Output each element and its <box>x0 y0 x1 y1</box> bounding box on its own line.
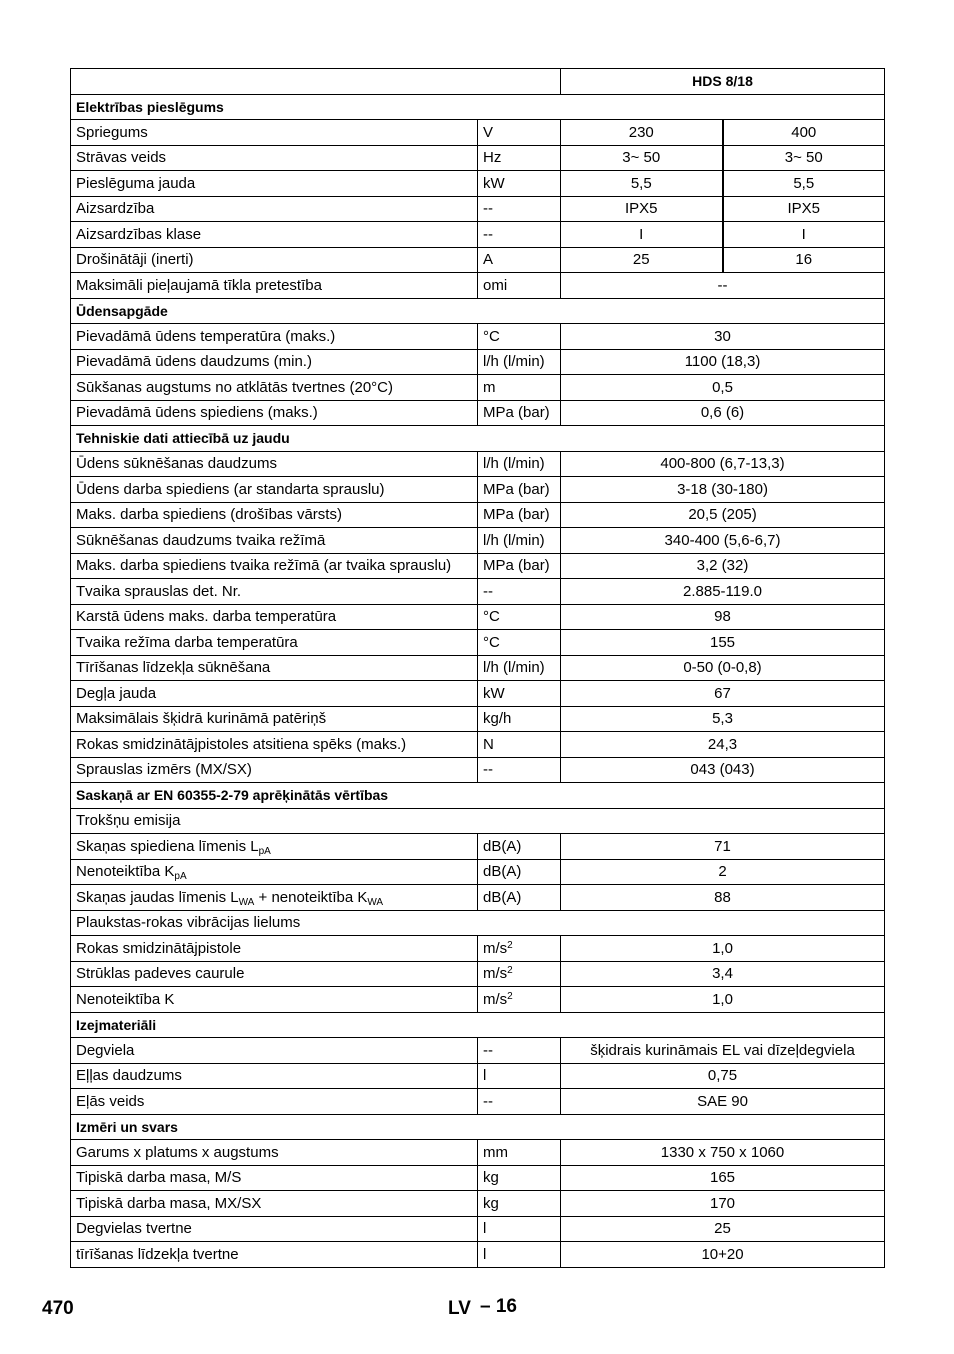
section-header-row <box>71 298 885 324</box>
parameter-label-text: Tipiskā darba masa, M/S <box>76 1169 242 1187</box>
unit-cell <box>478 171 561 197</box>
parameter-label <box>71 375 478 401</box>
parameter-label-text: Degvielas tvertne <box>76 1220 192 1238</box>
section-header-row <box>71 1114 885 1140</box>
unit-text: kg <box>483 1169 499 1187</box>
parameter-label-text: Karstā ūdens maks. darba temperatūra <box>76 608 337 626</box>
value-230v: 3~ 50 <box>561 145 723 171</box>
unit-text: l <box>483 1067 487 1085</box>
unit-cell <box>478 120 561 146</box>
value-400v: 3~ 50 <box>723 145 885 171</box>
unit-text: l/h (l/min) <box>483 353 545 371</box>
unit-text: kg/h <box>483 710 512 728</box>
unit-superscript: 2 <box>507 939 513 951</box>
value-cell: 0,75 <box>561 1063 885 1089</box>
unit-cell <box>478 961 561 987</box>
parameter-label-text: Ūdens darba spiediens (ar standarta sprauslu) <box>76 480 385 498</box>
value-cell: 0,6 (6) <box>561 400 885 426</box>
section-page-number: – 16 <box>480 1296 517 1317</box>
value-cell: 5,3 <box>561 706 885 732</box>
subsection-title: Trokšņu emisija <box>71 808 885 834</box>
value-cell: 400-800 (6,7-13,3) <box>561 451 885 477</box>
unit-cell <box>478 451 561 477</box>
value-cell: šķidrais kurināmais EL vai dīzeļdegviela <box>561 1038 885 1064</box>
value-cell: 1,0 <box>561 936 885 962</box>
parameter-label-subscript: WA <box>238 896 255 908</box>
parameter-label-text: Skaņas spiediena līmenis L <box>76 837 259 855</box>
value-cell: 1100 (18,3) <box>561 349 885 375</box>
parameter-label <box>71 1038 478 1064</box>
table-row <box>71 757 885 783</box>
parameter-label <box>71 222 478 248</box>
table-row <box>71 1242 885 1268</box>
unit-cell <box>478 834 561 860</box>
parameter-label-text: Strūklas padeves caurule <box>76 965 245 983</box>
parameter-label-text: Tipiskā darba masa, MX/SX <box>76 1194 262 1212</box>
unit-cell <box>478 604 561 630</box>
unit-text: -- <box>483 582 493 600</box>
parameter-label-subscript: pA <box>174 871 187 883</box>
parameter-label-text: Pievadāmā ūdens temperatūra (maks.) <box>76 327 336 345</box>
parameter-label <box>71 1063 478 1089</box>
value-400v: 16 <box>723 247 885 273</box>
section-header-row <box>71 426 885 452</box>
unit-text: dB(A) <box>483 888 522 906</box>
value-cell: 340-400 (5,6-6,7) <box>561 528 885 554</box>
unit-cell <box>478 1038 561 1064</box>
parameter-label-text: Eļļas daudzums <box>76 1067 182 1085</box>
parameter-label <box>71 987 478 1013</box>
parameter-label-text: Aizsardzības klase <box>76 225 202 243</box>
unit-text: l <box>483 1245 487 1263</box>
parameter-label-text: tīrīšanas līdzekļa tvertne <box>76 1245 239 1263</box>
table-row <box>71 120 885 146</box>
parameter-label <box>71 706 478 732</box>
value-cell: 24,3 <box>561 732 885 758</box>
unit-cell <box>478 273 561 299</box>
language-code: LV <box>448 1298 471 1319</box>
parameter-label <box>71 681 478 707</box>
value-cell: 3-18 (30-180) <box>561 477 885 503</box>
table-row <box>71 502 885 528</box>
parameter-label-text: Rokas smidzinātājpistole <box>76 939 242 957</box>
section-header-row <box>71 94 885 120</box>
unit-text: -- <box>483 761 493 779</box>
parameter-label-text: Nenoteiktība K <box>76 990 175 1008</box>
value-cell: 71 <box>561 834 885 860</box>
value-cell: 25 <box>561 1216 885 1242</box>
value-230v: 230 <box>561 120 723 146</box>
unit-cell <box>478 247 561 273</box>
model-header: HDS 8/18 <box>561 69 885 95</box>
parameter-label-text: Eļās veids <box>76 1092 145 1110</box>
parameter-label <box>71 885 478 911</box>
unit-cell <box>478 987 561 1013</box>
parameter-label <box>71 196 478 222</box>
unit-superscript: 2 <box>507 965 513 977</box>
parameter-label <box>71 961 478 987</box>
value-400v: IPX5 <box>723 196 885 222</box>
parameter-label-text: Sūknēšanas daudzums tvaika režīmā <box>76 531 326 549</box>
unit-cell <box>478 502 561 528</box>
table-row <box>71 451 885 477</box>
unit-cell <box>478 196 561 222</box>
value-400v: 400 <box>723 120 885 146</box>
parameter-label <box>71 451 478 477</box>
unit-text: °C <box>483 633 500 651</box>
table-row <box>71 579 885 605</box>
table-row <box>71 196 885 222</box>
value-cell: 2.885-119.0 <box>561 579 885 605</box>
parameter-label-subscript: pA <box>258 845 271 857</box>
section-header-row <box>71 783 885 809</box>
unit-text: -- <box>483 200 493 218</box>
parameter-label-text: Sūkšanas augstums no atklātās tvertnes (20°C) <box>76 378 393 396</box>
unit-cell <box>478 885 561 911</box>
technical-data-table <box>70 68 885 1268</box>
value-400v: I <box>723 222 885 248</box>
parameter-label <box>71 247 478 273</box>
table-row <box>71 681 885 707</box>
unit-cell <box>478 579 561 605</box>
table-row <box>71 706 885 732</box>
unit-cell <box>478 553 561 579</box>
unit-text: A <box>483 251 494 269</box>
value-cell: 3,2 (32) <box>561 553 885 579</box>
parameter-label <box>71 528 478 554</box>
section-title: Elektrības pieslēgums <box>71 94 885 120</box>
table-row <box>71 400 885 426</box>
unit-text: MPa (bar) <box>483 404 550 422</box>
section-title: Izejmateriāli <box>71 1012 885 1038</box>
parameter-label-text: Rokas smidzinātājpistoles atsitiena spēks (maks.) <box>76 735 407 753</box>
unit-cell <box>478 528 561 554</box>
table-row <box>71 630 885 656</box>
header-empty-cell <box>71 69 561 95</box>
unit-text: °C <box>483 608 500 626</box>
parameter-label-subscript: WA <box>367 896 384 908</box>
unit-text: MPa (bar) <box>483 506 550 524</box>
page-number: 470 <box>42 1298 74 1319</box>
unit-cell <box>478 1140 561 1166</box>
unit-text: dB(A) <box>483 837 522 855</box>
value-cell: 1330 x 750 x 1060 <box>561 1140 885 1166</box>
parameter-label-text: Degviela <box>76 1041 135 1059</box>
subsection-row <box>71 910 885 936</box>
unit-cell <box>478 324 561 350</box>
unit-superscript: 2 <box>507 990 513 1002</box>
value-cell: 10+20 <box>561 1242 885 1268</box>
unit-cell <box>478 1216 561 1242</box>
unit-text: V <box>483 123 494 141</box>
unit-text: kW <box>483 174 505 192</box>
parameter-label <box>71 1191 478 1217</box>
section-title: Izmēri un svars <box>71 1114 885 1140</box>
table-row <box>71 1038 885 1064</box>
parameter-label <box>71 655 478 681</box>
parameter-label <box>71 324 478 350</box>
parameter-label <box>71 1242 478 1268</box>
table-row <box>71 145 885 171</box>
parameter-label-text: Maksimāli pieļaujamā tīkla pretestība <box>76 276 322 294</box>
parameter-label-text: Tīrīšanas līdzekļa sūknēšana <box>76 659 271 677</box>
parameter-label <box>71 349 478 375</box>
unit-cell <box>478 1063 561 1089</box>
unit-cell <box>478 936 561 962</box>
table-row <box>71 859 885 885</box>
table-row <box>71 604 885 630</box>
table-row <box>71 171 885 197</box>
table-row <box>71 936 885 962</box>
parameter-label-text: Pieslēguma jauda <box>76 174 196 192</box>
unit-cell <box>478 706 561 732</box>
unit-text: m/s <box>483 965 508 983</box>
unit-text: dB(A) <box>483 863 522 881</box>
value-230v: I <box>561 222 723 248</box>
value-cell: 98 <box>561 604 885 630</box>
unit-text: l <box>483 1220 487 1238</box>
parameter-label-text: Nenoteiktība K <box>76 863 175 881</box>
unit-text: l/h (l/min) <box>483 531 545 549</box>
table-row <box>71 349 885 375</box>
parameter-label <box>71 171 478 197</box>
parameter-label-text: Spriegums <box>76 123 148 141</box>
unit-cell <box>478 1089 561 1115</box>
value-cell: 155 <box>561 630 885 656</box>
parameter-label-text: Garums x platums x augstums <box>76 1143 279 1161</box>
unit-text: -- <box>483 1092 493 1110</box>
parameter-label <box>71 120 478 146</box>
unit-text: m <box>483 378 496 396</box>
parameter-label <box>71 1089 478 1115</box>
table-row <box>71 732 885 758</box>
parameter-label-text: Pievadāmā ūdens spiediens (maks.) <box>76 404 318 422</box>
parameter-label-text: Skaņas jaudas līmenis L <box>76 888 239 906</box>
parameter-label-text: Maks. darba spiediens tvaika režīmā (ar tvaika sprauslu) <box>76 557 452 575</box>
unit-cell <box>478 732 561 758</box>
value-cell: 1,0 <box>561 987 885 1013</box>
value-cell: 3,4 <box>561 961 885 987</box>
table-row <box>71 247 885 273</box>
parameter-label <box>71 1140 478 1166</box>
parameter-label-text: Sprauslas izmērs (MX/SX) <box>76 761 252 779</box>
parameter-label-text: Aizsardzība <box>76 200 155 218</box>
unit-text: Hz <box>483 149 502 167</box>
parameter-label-text: Maks. darba spiediens (drošības vārsts) <box>76 506 342 524</box>
unit-cell <box>478 655 561 681</box>
unit-text: l/h (l/min) <box>483 659 545 677</box>
parameter-label <box>71 579 478 605</box>
value-cell: 0-50 (0-0,8) <box>561 655 885 681</box>
parameter-label <box>71 732 478 758</box>
table-row <box>71 885 885 911</box>
table-row <box>71 987 885 1013</box>
table-row <box>71 1216 885 1242</box>
unit-text: MPa (bar) <box>483 480 550 498</box>
parameter-label <box>71 273 478 299</box>
value-400v: 5,5 <box>723 171 885 197</box>
unit-cell <box>478 400 561 426</box>
parameter-label <box>71 1165 478 1191</box>
unit-text: °C <box>483 327 500 345</box>
unit-text: -- <box>483 225 493 243</box>
unit-text: kg <box>483 1194 499 1212</box>
unit-text: m/s <box>483 939 508 957</box>
unit-cell <box>478 1242 561 1268</box>
parameter-label <box>71 859 478 885</box>
parameter-label <box>71 553 478 579</box>
subsection-title: Plaukstas-rokas vibrācijas lielums <box>71 910 885 936</box>
unit-text: m/s <box>483 990 508 1008</box>
parameter-label-text: Drošinātāji (inerti) <box>76 251 194 269</box>
unit-cell <box>478 681 561 707</box>
unit-text: -- <box>483 1041 493 1059</box>
section-title: Tehniskie dati attiecībā uz jaudu <box>71 426 885 452</box>
parameter-label <box>71 604 478 630</box>
unit-cell <box>478 375 561 401</box>
table-row <box>71 1063 885 1089</box>
parameter-label-text: Degļa jauda <box>76 684 157 702</box>
table-row <box>71 1140 885 1166</box>
parameter-label <box>71 936 478 962</box>
unit-text: kW <box>483 684 505 702</box>
value-cell: -- <box>561 273 885 299</box>
parameter-label-text: Ūdens sūknēšanas daudzums <box>76 455 277 473</box>
value-cell: 30 <box>561 324 885 350</box>
unit-text: MPa (bar) <box>483 557 550 575</box>
table-row <box>71 273 885 299</box>
table-row <box>71 1089 885 1115</box>
parameter-label-text: Tvaika sprauslas det. Nr. <box>76 582 242 600</box>
parameter-label <box>71 630 478 656</box>
subsection-row <box>71 808 885 834</box>
table-row <box>71 834 885 860</box>
table-row <box>71 961 885 987</box>
value-cell: 0,5 <box>561 375 885 401</box>
unit-cell <box>478 1191 561 1217</box>
unit-cell <box>478 630 561 656</box>
unit-text: N <box>483 735 494 753</box>
table-row <box>71 1191 885 1217</box>
table-row <box>71 477 885 503</box>
unit-cell <box>478 349 561 375</box>
table-row <box>71 528 885 554</box>
value-cell: 67 <box>561 681 885 707</box>
section-header-row <box>71 1012 885 1038</box>
table-row <box>71 222 885 248</box>
table-row <box>71 1165 885 1191</box>
unit-cell <box>478 859 561 885</box>
unit-text: omi <box>483 276 508 294</box>
section-title: Ūdensapgāde <box>71 298 885 324</box>
parameter-label <box>71 477 478 503</box>
table-header-row <box>71 69 885 95</box>
value-cell: 165 <box>561 1165 885 1191</box>
section-title: Saskaņā ar EN 60355-2-79 aprēķinātās vērtības <box>71 783 885 809</box>
parameter-label <box>71 502 478 528</box>
parameter-label-text: Tvaika režīma darba temperatūra <box>76 633 298 651</box>
value-cell: 170 <box>561 1191 885 1217</box>
value-230v: 5,5 <box>561 171 723 197</box>
value-cell: 043 (043) <box>561 757 885 783</box>
parameter-label-text-cont: + nenoteiktība K <box>254 888 368 906</box>
parameter-label <box>71 400 478 426</box>
value-cell: 20,5 (205) <box>561 502 885 528</box>
table-row <box>71 655 885 681</box>
table-row <box>71 324 885 350</box>
parameter-label <box>71 1216 478 1242</box>
parameter-label-text: Maksimālais šķidrā kurināmā patēriņš <box>76 710 327 728</box>
unit-text: mm <box>483 1143 508 1161</box>
unit-cell <box>478 222 561 248</box>
unit-cell <box>478 477 561 503</box>
value-cell: 88 <box>561 885 885 911</box>
parameter-label <box>71 834 478 860</box>
parameter-label <box>71 757 478 783</box>
table-row <box>71 375 885 401</box>
unit-cell <box>478 1165 561 1191</box>
unit-text: l/h (l/min) <box>483 455 545 473</box>
value-cell: 2 <box>561 859 885 885</box>
value-cell: SAE 90 <box>561 1089 885 1115</box>
parameter-label-text: Strāvas veids <box>76 149 167 167</box>
value-230v: 25 <box>561 247 723 273</box>
unit-cell <box>478 757 561 783</box>
table-row <box>71 553 885 579</box>
parameter-label-text: Pievadāmā ūdens daudzums (min.) <box>76 353 312 371</box>
parameter-label <box>71 145 478 171</box>
unit-cell <box>478 145 561 171</box>
value-230v: IPX5 <box>561 196 723 222</box>
